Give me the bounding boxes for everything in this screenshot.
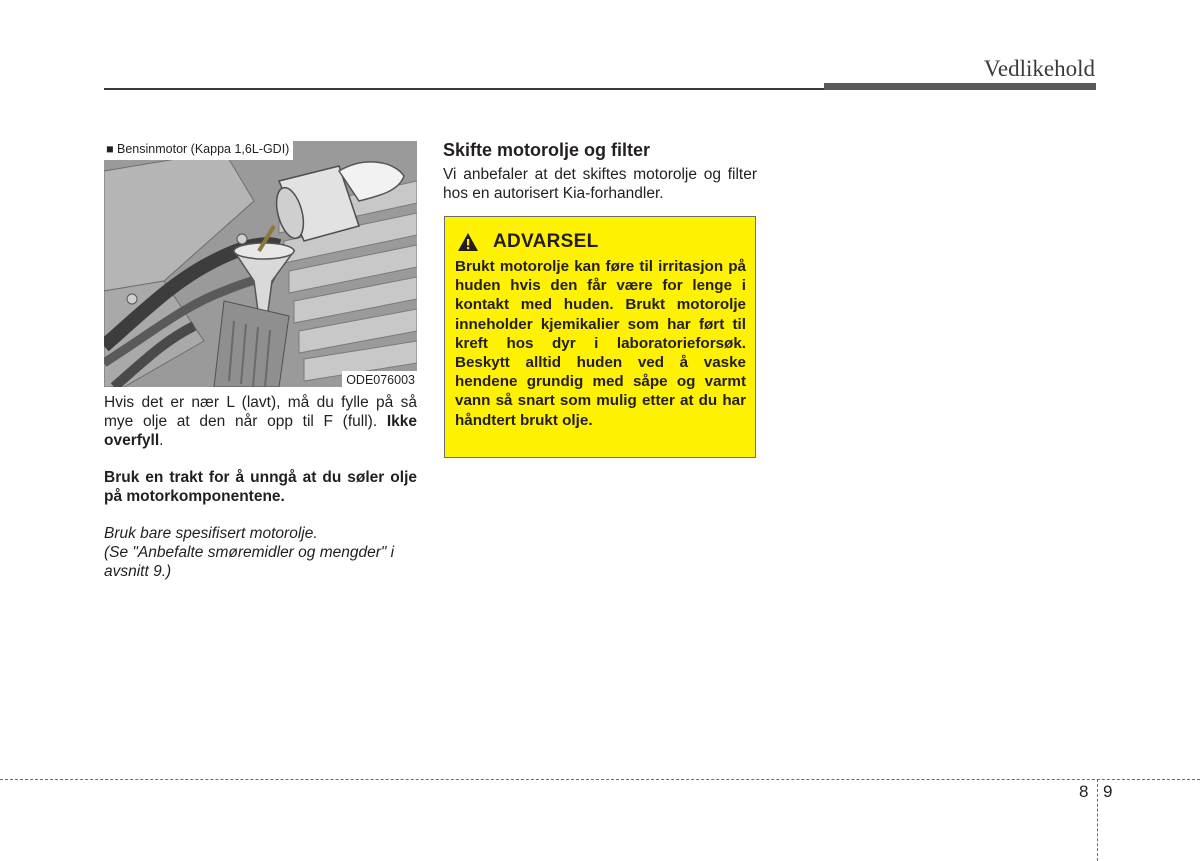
left-column	[104, 393, 417, 581]
fill-instruction-end: .	[159, 432, 164, 449]
figure-code: ODE076003	[342, 371, 417, 387]
section-title: Skifte motorolje og filter	[443, 140, 651, 160]
warning-title: ADVARSEL	[493, 231, 599, 252]
oil-spec-note-line1: Bruk bare spesifisert motorolje.	[104, 525, 318, 542]
footer-divider	[1097, 779, 1098, 861]
footer-rule	[0, 779, 1200, 780]
right-column	[443, 139, 757, 203]
funnel-instruction	[104, 468, 417, 506]
header-rule-accent	[824, 83, 1096, 90]
running-header-title: Vedlikehold	[983, 56, 1095, 81]
figure-caption: ■ Bensinmotor (Kappa 1,6L-GDI)	[104, 141, 293, 160]
header-rule	[104, 88, 824, 90]
no-overfill-emphasis: Ikke overfyll	[104, 413, 417, 449]
warning-header	[457, 231, 599, 253]
engine-figure	[104, 141, 417, 387]
fill-instruction-text: Hvis det er nær L (lavt), må du fylle på så mye olje at den når opp til F (full).	[104, 394, 417, 430]
warning-triangle-icon	[457, 232, 479, 252]
fill-instruction-paragraph	[104, 393, 417, 450]
warning-text: Brukt motorolje kan føre til irritasjon på huden hvis den får være for lenge i kontakt med huden. Brukt motorolje inneholder kjemikalier som har ført til kreft hos dyr i laboratorieforsøk. Beskytt alltid huden ved å vaske hendene grundig med såpe og varmt vann så snart som mulig etter at du har håndtert brukt olje.	[455, 258, 746, 429]
warning-box	[444, 216, 756, 458]
page-number: 9	[1103, 782, 1113, 801]
oil-spec-note-line2: (Se "Anbefalte smøremidler og mengder" i avsnitt 9.)	[104, 544, 395, 580]
engine-oil-fill-illustration	[104, 141, 417, 387]
funnel-instruction-text: Bruk en trakt for å unngå at du søler olje på motorkomponentene.	[104, 469, 417, 505]
chapter-number: 8	[1079, 782, 1089, 801]
section-body: Vi anbefaler at det skiftes motorolje og filter hos en autorisert Kia-forhandler.	[443, 166, 757, 202]
